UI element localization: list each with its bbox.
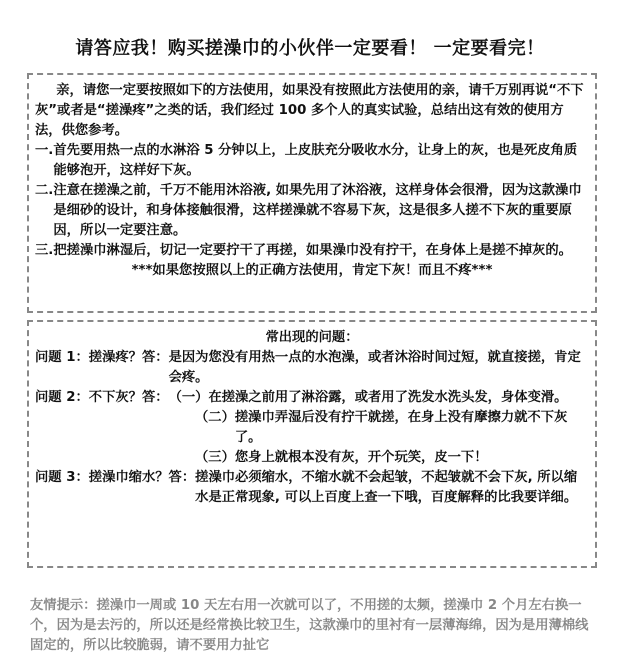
usage-instructions-box bbox=[27, 73, 597, 313]
faq-sub-answer bbox=[195, 448, 589, 468]
faq-answer: 是因为您没有用热一点的水泡澡，或者沐浴时间过短，就直接搓，肯定会疼。 bbox=[168, 350, 581, 385]
faq-question: 问题 3：搓澡巾缩水？答： bbox=[35, 470, 196, 485]
faq-box bbox=[27, 320, 597, 568]
step-number: 一. bbox=[35, 143, 54, 158]
step-text: 首先要用热一点的水淋浴 5 分钟以上，上皮肤充分吸收水分，让身上的灰，也是死皮角质能够泡开，这样好下灰。 bbox=[53, 143, 578, 178]
usage-step bbox=[35, 141, 589, 181]
faq-answer: 搓澡巾必须缩水，不缩水就不会起皱，不起皱就不会下灰, 所以缩水是正常现象, 可以上百度上查一下哦，百度解释的比我要详细。 bbox=[195, 470, 578, 505]
step-text: 注意在搓澡之前，千万不能用沐浴液, 如果先用了沐浴液，这样身体会很滑，因为这款澡巾是细砂的设计，和身体接触很滑，这样搓澡就不容易下灰，这是很多人搓不下灰的重要原因，所以一定要注意。 bbox=[53, 183, 582, 238]
usage-step bbox=[35, 181, 589, 241]
faq-answer-number: （二） bbox=[195, 410, 235, 425]
page-title: 请答应我！购买搓澡巾的小伙伴一定要看！ 一定要看完！ bbox=[75, 38, 545, 59]
usage-step bbox=[35, 241, 589, 261]
step-number: 三. bbox=[35, 243, 54, 258]
faq-item bbox=[35, 388, 589, 408]
faq-sub-answer bbox=[195, 408, 589, 448]
faq-item bbox=[35, 468, 589, 508]
faq-item bbox=[35, 348, 589, 388]
friendly-tip: 友情提示：搓澡巾一周或 10 天左右用一次就可以了，不用搓的太频，搓澡巾 2 个月左右换一个，因为是去污的，所以还是经常换比较卫生，这款澡巾的里衬有一层薄海绵，因为是用薄棉线固定的，所以比较脆弱，请不要用力扯它 bbox=[30, 598, 589, 653]
faq-question: 问题 1：搓澡疼？答： bbox=[35, 350, 169, 365]
usage-intro: 亲，请您一定要按照如下的方法使用，如果没有按照此方法使用的亲，请千万别再说“不下灰”或者是“搓澡疼”之类的话，我们经过 100 多个人的真实试验，总结出这有效的使用方法，供您参考。 bbox=[35, 83, 584, 138]
step-text: 把搓澡巾淋湿后，切记一定要拧干了再搓，如果澡巾没有拧干，在身体上是搓不掉灰的。 bbox=[53, 243, 572, 258]
faq-question: 问题 2：不下灰？答： bbox=[35, 390, 169, 405]
faq-answer: 搓澡巾弄湿后没有拧干就搓，在身上没有摩擦力就不下灰了。 bbox=[234, 410, 568, 445]
usage-footer: ***如果您按照以上的正确方法使用，肯定下灰！而且不疼*** bbox=[131, 263, 493, 278]
faq-answer-number: （三） bbox=[195, 450, 235, 465]
faq-heading: 常出现的问题： bbox=[265, 330, 359, 345]
faq-answer: 在搓澡之前用了淋浴露，或者用了洗发水洗头发，身体变滑。 bbox=[208, 390, 568, 405]
faq-answer: 您身上就根本没有灰，开个玩笑，皮一下！ bbox=[234, 450, 488, 465]
step-number: 二. bbox=[35, 183, 54, 198]
faq-answer-number: （一） bbox=[168, 390, 209, 405]
